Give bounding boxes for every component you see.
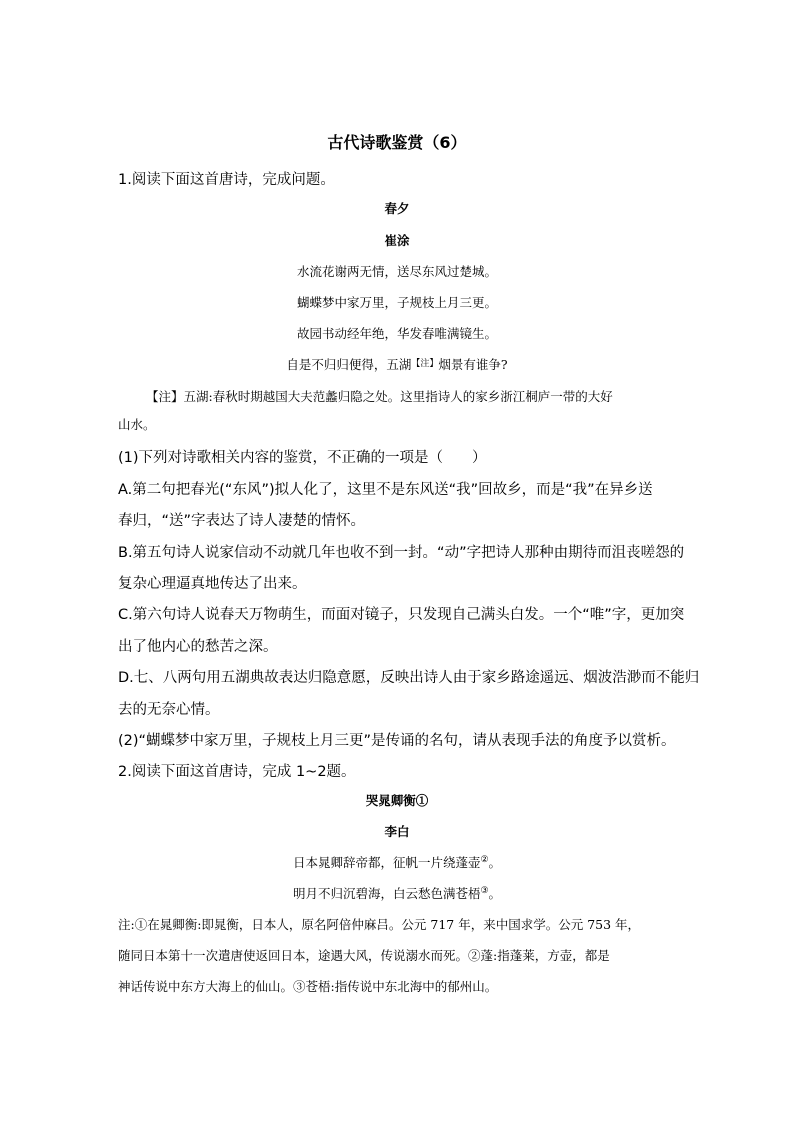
poem-2-author: 李白 [384,824,410,839]
poem-2-line-2-end: 。 [488,886,502,901]
poem-2-line-1-end: 。 [488,855,502,870]
poem-2-title-text: 哭晁卿衡 [365,793,416,808]
poem-2-note-line-3: 神话传说中东方大海上的仙山。③苍梧:指传说中东北海中的郁州山。 [118,979,498,994]
option-b-line-1: B.第五句诗人说家信动不动就几年也收不到一封。“动”字把诗人那种由期待而沮丧嗟怨的 [118,545,685,561]
option-d-line-2: 去的无奈心情。 [118,702,220,718]
poem-2-note-line-1: 注:①在晁卿衡:即晁衡，日本人，原名阿倍仲麻吕。公元 717 年，来中国求学。公元 753 年， [118,917,641,932]
poem-1-author: 崔涂 [384,233,410,248]
poem-1-note-line-1: 【注】五湖:春秋时期越国大夫范蠡归隐之处。这里指诗人的家乡浙江桐庐一带的大好 [146,389,613,404]
poem-1-line-4-part-a: 自是不归归便得，五湖 [286,357,412,372]
footnote-mark-3: ③ [480,885,489,896]
page-title: 古代诗歌鉴赏（6） [327,133,467,152]
poem-1-line-4-part-b: 烟景有谁争? [438,357,508,372]
poem-2-title [0,791,794,809]
poem-1-line-4 [0,355,794,373]
poem-1-title: 春夕 [384,201,410,216]
question-1-sub-1: (1)下列对诗歌相关内容的鉴赏，不正确的一项是（ ） [118,450,487,466]
poem-2-note-line-2: 随同日本第十一次遣唐使返回日本，途遇大风，传说溺水而死。②蓬:指蓬莱，方壶，都是 [118,948,610,963]
poem-2-line-2 [0,884,794,902]
option-d-line-1: D.七、八两句用五湖典故表达归隐意愿，反映出诗人由于家乡路途遥远、烟波浩渺而不能归 [118,670,700,686]
option-c-line-2: 出了他内心的愁苦之深。 [118,639,278,655]
poem-2-line-1 [0,853,794,871]
option-a-line-2: 春归，“送”字表达了诗人凄楚的情怀。 [118,513,366,529]
poem-2-line-2-text: 明月不归沉碧海，白云愁色满苍梧 [292,886,481,901]
question-2-intro: 2.阅读下面这首唐诗，完成 1~2题。 [118,764,356,780]
option-a-line-1: A.第二句把春光(“东风”)拟人化了，这里不是东风送“我”回故乡，而是“我”在异乡送 [118,482,653,498]
footnote-mark-2: ② [480,854,489,865]
option-c-line-1: C.第六句诗人说春天万物萌生，而面对镜子，只发现自己满头白发。一个“唯”字，更加突 [118,607,685,623]
poem-1-line-2: 蝴蝶梦中家万里，子规枝上月三更。 [296,295,497,310]
poem-1-line-1: 水流花谢两无情，送尽东风过楚城。 [296,264,497,279]
note-marker: 【注】 [411,359,439,369]
option-b-line-2: 复杂心理逼真地传达了出来。 [118,576,307,592]
question-1-intro: 1.阅读下面这首唐诗，完成问题。 [118,172,335,188]
poem-1-note-line-2: 山水。 [118,417,156,432]
poem-1-line-3: 故园书动经年绝，华发春唯满镜生。 [296,326,497,341]
poem-2-line-1-text: 日本晁卿辞帝都，征帆一片绕蓬壶 [292,855,481,870]
question-1-sub-2: (2)“蝴蝶梦中家万里，子规枝上月三更”是传诵的名句，请从表现手法的角度予以赏析。 [118,733,676,749]
poem-2-title-mark: ① [415,793,429,808]
